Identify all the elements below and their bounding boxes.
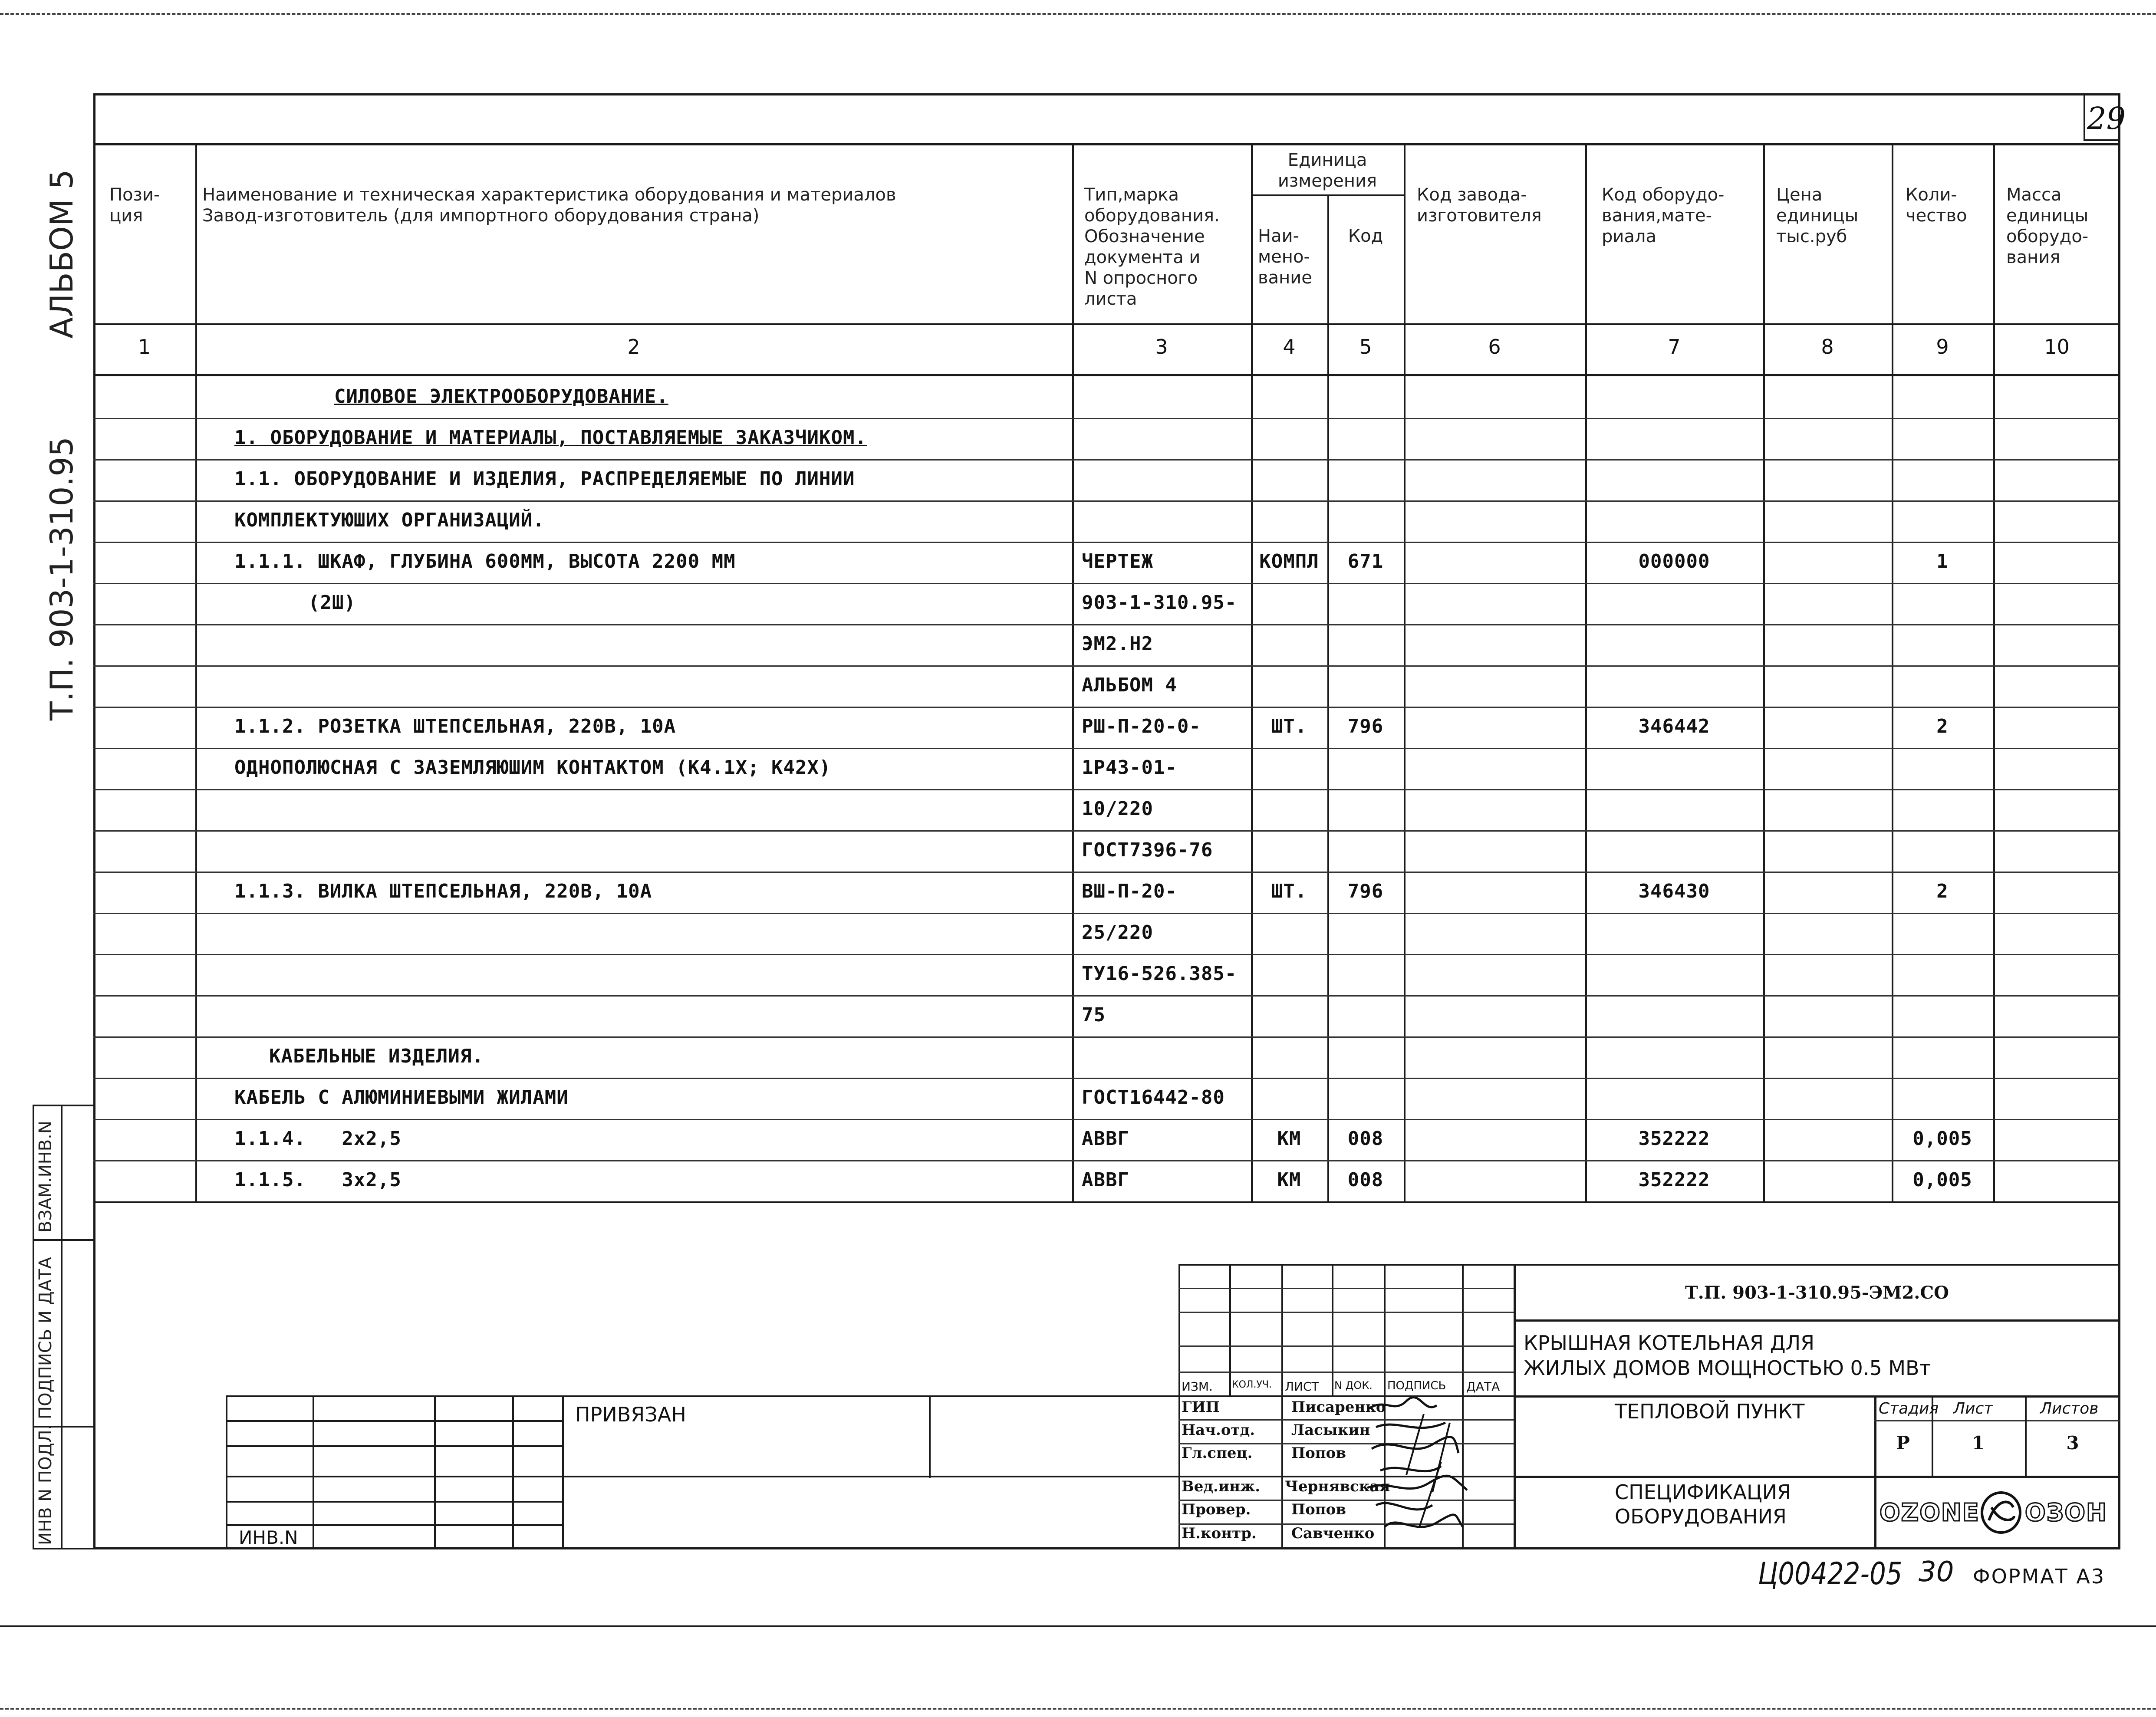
cell-unit: КМ bbox=[1277, 1169, 1301, 1191]
col-line-6 bbox=[1585, 143, 1587, 1202]
cell-name: 1.1.3. ВИЛКА ШТЕПСЕЛЬНАЯ, 220В, 10А bbox=[234, 880, 652, 902]
col-num-1: 1 bbox=[138, 335, 151, 359]
row-line bbox=[93, 1160, 2120, 1161]
signature-role: Н.контр. bbox=[1182, 1525, 1257, 1542]
trim-line-bottom bbox=[0, 1625, 2156, 1627]
cell-name: КОМПЛЕКТУЮШИХ ОРГАНИЗАЦИЙ. bbox=[234, 509, 545, 531]
cell-qty: 0,005 bbox=[1912, 1128, 1972, 1150]
page-number: 29 bbox=[2087, 101, 2126, 136]
row-line bbox=[93, 748, 2120, 749]
cell-code: 796 bbox=[1347, 715, 1384, 737]
cell-type: ВШ-П-20- bbox=[1082, 880, 1177, 902]
cell-type: ЧЕРТЕЖ bbox=[1082, 550, 1153, 572]
cell-type: ТУ16-526.385- bbox=[1082, 963, 1237, 985]
row-line bbox=[93, 500, 2120, 502]
copy-number: 30 bbox=[1919, 1556, 1954, 1588]
cell-type: АЛЬБОМ 4 bbox=[1082, 674, 1177, 696]
cell-name: 1.1. ОБОРУДОВАНИЕ И ИЗДЕЛИЯ, РАСПРЕДЕЛЯЕМЫЕ ПО ЛИНИИ bbox=[234, 468, 855, 490]
signature-person: Чернявская bbox=[1285, 1478, 1390, 1495]
cell-name: 1.1.4. 2х2,5 bbox=[234, 1128, 402, 1150]
col-head-izm: ИЗМ. bbox=[1182, 1379, 1213, 1394]
title-row-1 bbox=[1514, 1319, 2120, 1322]
logo-emblem-icon bbox=[1979, 1490, 2023, 1535]
col-line-5 bbox=[1404, 143, 1406, 1202]
header-mass: Масса единицы оборудо- вания bbox=[2006, 185, 2089, 267]
cell-qty: 0,005 bbox=[1912, 1169, 1972, 1191]
header-name: Наименование и техническая характеристика оборудования и материалов Завод-изготовитель (для импортного оборудования страна) bbox=[202, 185, 896, 226]
row-line bbox=[93, 830, 2120, 832]
cell-name: 1.1.1. ШКАФ, ГЛУБИНА 600ММ, ВЫСОТА 2200 ММ bbox=[234, 550, 736, 572]
sig-row-3 bbox=[1178, 1345, 1514, 1347]
sheets-value: 3 bbox=[2066, 1432, 2079, 1454]
title-stage-row bbox=[1874, 1420, 2120, 1421]
format-label: ФОРМАТ А3 bbox=[1973, 1565, 2106, 1588]
stage-value: Р bbox=[1896, 1432, 1910, 1454]
album-label: АЛЬБОМ 5 bbox=[43, 169, 80, 339]
row-line bbox=[93, 872, 2120, 873]
logo-text-cyrillic: ОЗОН bbox=[2025, 1499, 2107, 1527]
sig-row-2 bbox=[1178, 1312, 1514, 1313]
cell-code: 796 bbox=[1347, 880, 1384, 902]
cell-qty: 1 bbox=[1936, 550, 1949, 572]
privyazan-col-2 bbox=[434, 1395, 436, 1549]
header-type: Тип,марка оборудования. Обозначение документа и N опросного листа bbox=[1084, 185, 1220, 309]
cell-item-code: 352222 bbox=[1638, 1128, 1710, 1150]
project-number-label: Т.П. 903-1-310.95 bbox=[43, 437, 80, 720]
cell-name: СИЛОВОЕ ЭЛЕКТРООБОРУДОВАНИЕ. bbox=[334, 385, 668, 408]
ozone-logo bbox=[1880, 1487, 2116, 1539]
signatures-scribble bbox=[1359, 1397, 1502, 1549]
handwritten-archive-number: Ц00422-05 bbox=[1758, 1556, 1903, 1592]
signature-role: Провер. bbox=[1182, 1501, 1251, 1518]
cell-name: ОДНОПОЛЮСНАЯ С ЗАЗЕМЛЯЮШИМ КОНТАКТОМ (К4.1Х; К42Х) bbox=[234, 757, 831, 779]
row-line bbox=[93, 1119, 2120, 1120]
privyazan-col-1 bbox=[313, 1395, 314, 1549]
cell-name: 1. ОБОРУДОВАНИЕ И МАТЕРИАЛЫ, ПОСТАВЛЯЕМЫЕ ЗАКАЗЧИКОМ. bbox=[234, 427, 867, 449]
cell-type: РШ-П-20-0- bbox=[1082, 715, 1201, 737]
signature-role: ГИП bbox=[1182, 1398, 1220, 1416]
cell-qty: 2 bbox=[1936, 880, 1949, 902]
row-line bbox=[93, 418, 2120, 419]
col-line-9 bbox=[1993, 143, 1995, 1202]
stage-label: Стадия bbox=[1879, 1400, 1939, 1418]
col-num-4: 4 bbox=[1283, 335, 1296, 359]
signature-person: Попов bbox=[1291, 1501, 1346, 1518]
row-line bbox=[93, 789, 2120, 790]
cell-name: 1.1.2. РОЗЕТКА ШТЕПСЕЛЬНАЯ, 220В, 10А bbox=[234, 715, 676, 737]
row-line bbox=[93, 459, 2120, 460]
signature-person: Писаренко bbox=[1291, 1398, 1386, 1416]
col-num-6: 6 bbox=[1488, 335, 1501, 359]
privyazan-row-1 bbox=[226, 1420, 562, 1422]
sig-col-1 bbox=[1229, 1264, 1231, 1396]
signature-person: Попов bbox=[1291, 1444, 1346, 1462]
cell-type: 75 bbox=[1082, 1004, 1106, 1026]
cell-code: 671 bbox=[1347, 550, 1384, 572]
col-num-5: 5 bbox=[1359, 335, 1372, 359]
col-line-1 bbox=[195, 143, 197, 1202]
cell-item-code: 000000 bbox=[1638, 550, 1710, 572]
col-num-10: 10 bbox=[2044, 335, 2070, 359]
row-line bbox=[93, 624, 2120, 625]
scan-edge-bottom bbox=[0, 1708, 2156, 1710]
privyazan-col-4 bbox=[562, 1395, 564, 1549]
sig-col-2 bbox=[1281, 1264, 1283, 1549]
privyazan-col-3 bbox=[512, 1395, 514, 1549]
signature-person: Ласыкин bbox=[1291, 1421, 1370, 1439]
privyazan-block bbox=[226, 1395, 1181, 1549]
approval-strip-row1 bbox=[33, 1239, 95, 1241]
cell-code: 008 bbox=[1347, 1128, 1384, 1150]
row-line bbox=[93, 995, 2120, 997]
cell-type: 10/220 bbox=[1082, 798, 1153, 820]
col-line-7 bbox=[1763, 143, 1765, 1202]
col-line-3 bbox=[1251, 143, 1253, 1202]
row-line bbox=[93, 707, 2120, 708]
cell-unit: ШТ. bbox=[1271, 880, 1307, 902]
sig-col-6 bbox=[1514, 1264, 1516, 1549]
col-num-9: 9 bbox=[1936, 335, 1949, 359]
cell-unit: КМ bbox=[1277, 1128, 1301, 1150]
cell-item-code: 352222 bbox=[1638, 1169, 1710, 1191]
cell-type: 25/220 bbox=[1082, 921, 1153, 944]
cell-type: ЭМ2.Н2 bbox=[1082, 633, 1153, 655]
col-num-8: 8 bbox=[1821, 335, 1834, 359]
privyazan-row-2 bbox=[226, 1445, 562, 1447]
doc-title: СПЕЦИФИКАЦИЯ ОБОРУДОВАНИЯ bbox=[1615, 1480, 1791, 1528]
numbers-bottom bbox=[93, 374, 2120, 376]
title-col-stage bbox=[1874, 1395, 1876, 1549]
header-unit-name: Наи- мено- вание bbox=[1258, 226, 1312, 288]
col-head-ndok: N ДОК. bbox=[1334, 1379, 1373, 1391]
header-unit-code: Код bbox=[1348, 226, 1383, 246]
header-price: Цена единицы тыс.руб bbox=[1776, 185, 1859, 247]
cell-name: 1.1.5. 3х2,5 bbox=[234, 1169, 402, 1191]
col-line-8 bbox=[1892, 143, 1893, 1202]
col-head-kol: КОЛ.УЧ. bbox=[1232, 1379, 1272, 1390]
row-line bbox=[93, 954, 2120, 955]
vzam-label: ВЗАМ.ИНВ.N bbox=[36, 1121, 56, 1233]
section-title: ТЕПЛОВОЙ ПУНКТ bbox=[1615, 1400, 1805, 1423]
sig-col-3 bbox=[1332, 1264, 1333, 1396]
col-head-data: ДАТА bbox=[1466, 1379, 1500, 1394]
row-line bbox=[93, 913, 2120, 914]
sheet-value: 1 bbox=[1972, 1432, 1985, 1454]
col-line-2 bbox=[1072, 143, 1074, 1202]
sheets-label: Листов bbox=[2040, 1400, 2099, 1418]
cell-item-code: 346430 bbox=[1638, 880, 1710, 902]
approval-strip-divider bbox=[61, 1105, 63, 1549]
signature-role: Вед.инж. bbox=[1182, 1478, 1261, 1495]
title-row-3 bbox=[1514, 1476, 2120, 1478]
cell-type: ГОСТ16442-80 bbox=[1082, 1086, 1225, 1108]
privyazan-col-5 bbox=[929, 1395, 931, 1478]
cell-type: 1Р43-01- bbox=[1082, 757, 1177, 779]
header-bottom bbox=[93, 323, 2120, 325]
cell-unit: ШТ. bbox=[1271, 715, 1307, 737]
doc-code: Т.П. 903-1-310.95-ЭМ2.СО bbox=[1685, 1283, 1949, 1303]
podpis-label: ПОДПИСЬ И ДАТА bbox=[36, 1257, 56, 1419]
header-position: Пози- ция bbox=[109, 185, 160, 226]
sig-row-4 bbox=[1178, 1372, 1514, 1373]
signature-role: Нач.отд. bbox=[1182, 1421, 1255, 1439]
signature-person: Савченко bbox=[1291, 1525, 1375, 1542]
sig-row-1 bbox=[1178, 1288, 1514, 1289]
row-line bbox=[93, 1036, 2120, 1038]
signature-role: Гл.спец. bbox=[1182, 1444, 1253, 1462]
cell-unit: КОМПЛ bbox=[1259, 550, 1319, 572]
privyazan-row-3 bbox=[226, 1476, 1181, 1477]
row-line bbox=[93, 542, 2120, 543]
row-line bbox=[93, 583, 2120, 584]
object-title: КРЫШНАЯ КОТЕЛЬНАЯ ДЛЯ ЖИЛЫХ ДОМОВ МОЩНОСТЬЮ 0.5 МВт bbox=[1524, 1331, 1931, 1380]
cell-code: 008 bbox=[1347, 1169, 1384, 1191]
privyazan-row-4 bbox=[226, 1501, 562, 1503]
cell-type: АВВГ bbox=[1082, 1169, 1129, 1191]
table-bottom bbox=[93, 1201, 2120, 1203]
inv-podl-label: ИНВ N ПОДЛ. bbox=[36, 1424, 56, 1545]
header-unit-group: Единица измерения bbox=[1277, 150, 1377, 191]
col-head-list: ЛИСТ bbox=[1285, 1379, 1319, 1394]
scan-edge-top bbox=[0, 13, 2156, 15]
cell-name: (2Ш) bbox=[308, 592, 356, 614]
header-quantity: Коли- чество bbox=[1906, 185, 1967, 226]
cell-type: АВВГ bbox=[1082, 1128, 1129, 1150]
col-head-podpis: ПОДПИСЬ bbox=[1387, 1379, 1446, 1392]
col-num-2: 2 bbox=[627, 335, 640, 359]
inv-n-label: ИНВ.N bbox=[239, 1527, 298, 1548]
col-num-3: 3 bbox=[1155, 335, 1168, 359]
cell-type: ГОСТ7396-76 bbox=[1082, 839, 1213, 861]
sheet-label: Лист bbox=[1953, 1400, 1993, 1418]
logo-text-latin: OZONE bbox=[1880, 1499, 1980, 1527]
header-factory-code: Код завода- изготовителя bbox=[1417, 185, 1542, 226]
cell-item-code: 346442 bbox=[1638, 715, 1710, 737]
row-line bbox=[93, 1078, 2120, 1079]
privyazan-label: ПРИВЯЗАН bbox=[575, 1403, 686, 1426]
cell-type: 903-1-310.95- bbox=[1082, 592, 1237, 614]
title-row-2 bbox=[1514, 1395, 2120, 1398]
cell-name: КАБЕЛЬ С АЛЮМИНИЕВЫМИ ЖИЛАМИ bbox=[234, 1086, 569, 1108]
col-num-7: 7 bbox=[1668, 335, 1681, 359]
cell-name: КАБЕЛЬНЫЕ ИЗДЕЛИЯ. bbox=[269, 1045, 484, 1067]
row-line bbox=[93, 665, 2120, 667]
cell-qty: 2 bbox=[1936, 715, 1949, 737]
header-item-code: Код оборудо- вания,мате- риала bbox=[1602, 185, 1725, 247]
privyazan-row-5 bbox=[226, 1524, 562, 1526]
